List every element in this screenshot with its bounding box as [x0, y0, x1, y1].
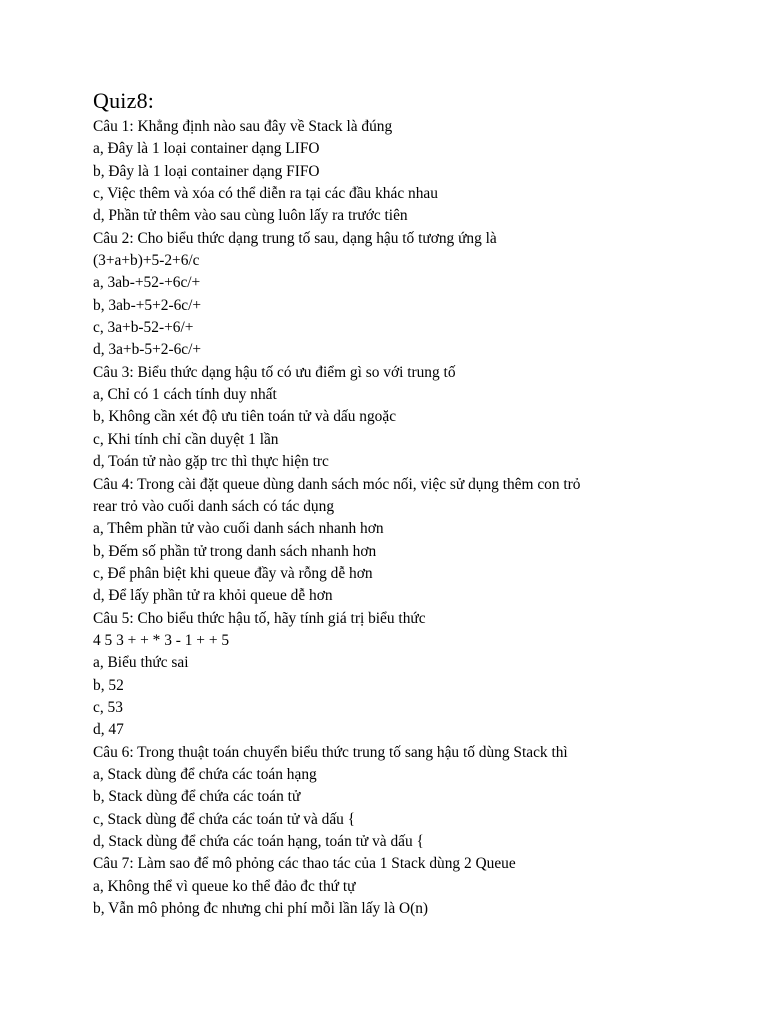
text-line: a, Biểu thức sai	[93, 654, 189, 672]
document-page	[93, 86, 743, 920]
text-line: (3+a+b)+5-2+6/c	[93, 252, 200, 270]
text-line: d, 47	[93, 721, 124, 739]
text-line: b, Không cần xét độ ưu tiên toán tử và dấu ngoặc	[93, 408, 397, 426]
text-line: Câu 1: Khẳng định nào sau đây về Stack là đúng	[93, 118, 393, 135]
text-line: a, Không thể vì queue ko thể đảo đc thứ tự	[93, 877, 356, 895]
text-line: Câu 5: Cho biểu thức hậu tố, hãy tính giá trị biểu thức	[93, 609, 426, 627]
text-line: a, Stack dùng để chứa các toán hạng	[93, 765, 317, 783]
text-line: Câu 2: Cho biểu thức dạng trung tố sau, dạng hậu tố tương ứng là	[93, 229, 497, 247]
text-line: d, Stack dùng để chứa các toán hạng, toán tử và dấu {	[93, 833, 424, 850]
text-line: Câu 3: Biểu thức dạng hậu tố có ưu điểm gì so với trung tố	[93, 363, 456, 381]
text-line: b, 3ab-+5+2-6c/+	[93, 296, 202, 314]
text-line: d, Toán tử nào gặp trc thì thực hiện trc	[93, 453, 329, 471]
text-line: a, Thêm phần tử vào cuối danh sách nhanh hơn	[93, 520, 384, 538]
text-line: Câu 6: Trong thuật toán chuyển biểu thức trung tố sang hậu tố dùng Stack thì	[93, 743, 568, 761]
text-line: d, Để lấy phần tử ra khỏi queue dễ hơn	[93, 587, 333, 605]
text-line: a, Đây là 1 loại container dạng LIFO	[93, 140, 320, 158]
text-line: c, Khi tính chỉ cần duyệt 1 lần	[93, 430, 279, 448]
text-line: Câu 7: Làm sao để mô phỏng các thao tác của 1 Stack dùng 2 Queue	[93, 855, 516, 873]
text-line: a, Chỉ có 1 cách tính duy nhất	[93, 386, 277, 404]
text-line: b, Stack dùng để chứa các toán tử	[93, 788, 301, 806]
text-line: Câu 4: Trong cài đặt queue dùng danh sách móc nối, việc sử dụng thêm con trỏ	[93, 475, 581, 493]
text-line: d, Phần tử thêm vào sau cùng luôn lấy ra trước tiên	[93, 207, 408, 225]
text-line: c, 3a+b-52-+6/+	[93, 319, 194, 337]
text-line: a, 3ab-+52-+6c/+	[93, 274, 201, 292]
text-line: b, Vẫn mô phỏng đc nhưng chi phí mỗi lần lấy là O(n)	[93, 900, 429, 918]
text-line: rear trỏ vào cuối danh sách có tác dụng	[93, 497, 335, 515]
text-line: c, Việc thêm và xóa có thể diễn ra tại các đầu khác nhau	[93, 185, 438, 203]
question-list	[93, 116, 743, 920]
text-line: d, 3a+b-5+2-6c/+	[93, 341, 202, 359]
document-title: Quiz8:	[93, 88, 155, 113]
text-line: c, Stack dùng để chứa các toán tử và dấu {	[93, 810, 356, 828]
text-line: c, Để phân biệt khi queue đầy và rỗng dễ hơn	[93, 564, 373, 582]
text-line: 4 5 3 + + * 3 - 1 + + 5	[93, 631, 230, 649]
text-line: b, Đây là 1 loại container dạng FIFO	[93, 162, 320, 180]
text-line: b, 52	[93, 676, 124, 694]
text-line: b, Đếm số phần tử trong danh sách nhanh hơn	[93, 542, 377, 560]
text-line: c, 53	[93, 698, 123, 716]
